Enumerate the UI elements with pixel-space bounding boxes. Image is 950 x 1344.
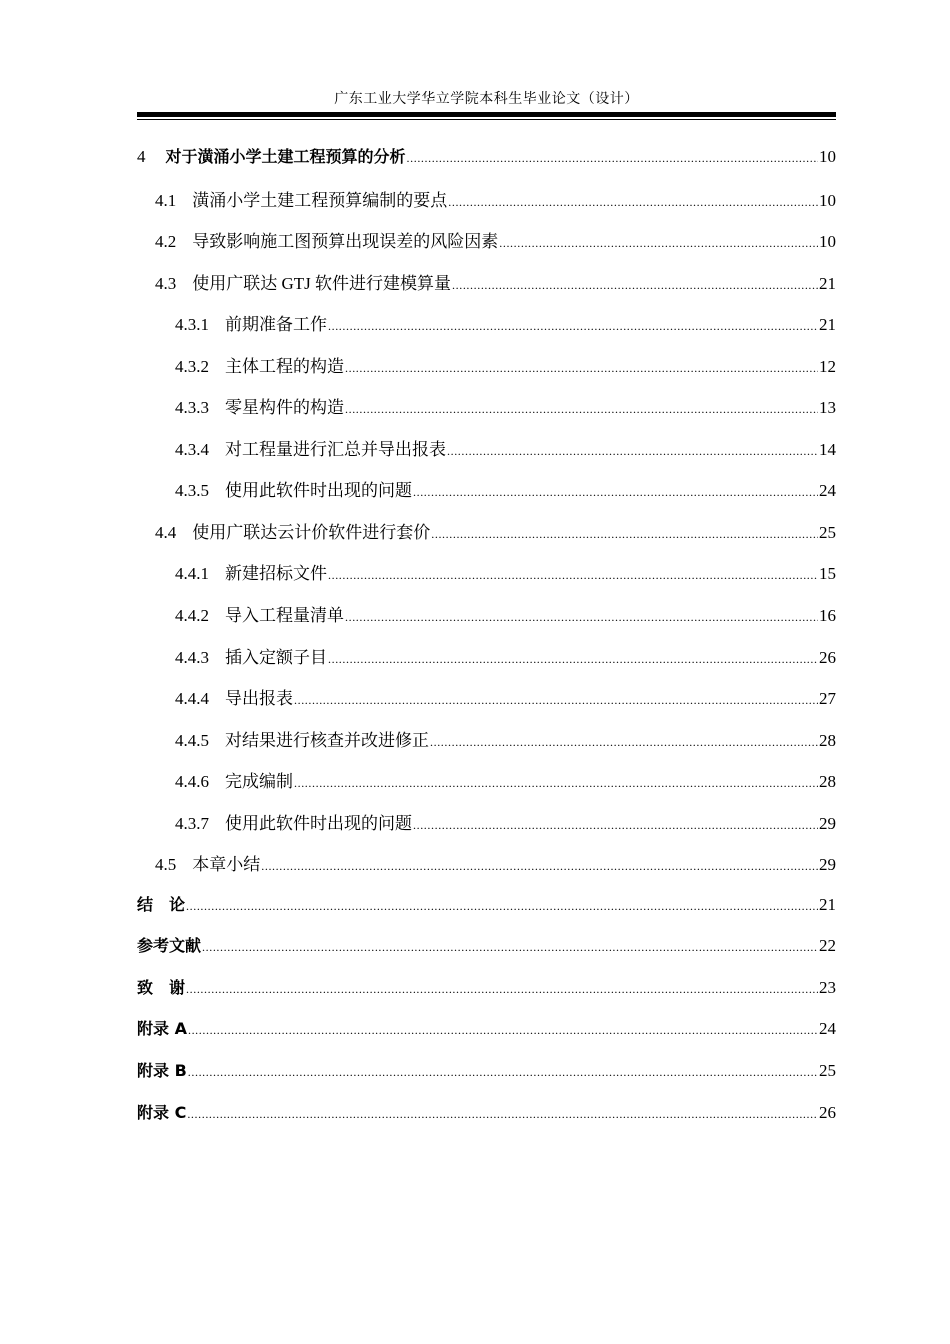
- toc-entry-title: 参考文献: [137, 936, 202, 956]
- toc-entry[interactable]: [137, 393, 836, 435]
- toc-entry-page: 21: [819, 273, 836, 293]
- running-header: 广东工业大学华立学院本科生毕业论文（设计）: [334, 92, 639, 107]
- toc-entry-number: 4.4.5: [175, 730, 209, 750]
- toc-entry[interactable]: [137, 476, 836, 518]
- dot-leader: [187, 1103, 818, 1123]
- toc-entry-title: 使用广联达云计价软件进行套价: [192, 522, 431, 542]
- toc-entry-number: 4.4.1: [175, 564, 209, 584]
- toc-entry-number: 4.4.3: [175, 647, 209, 667]
- toc-entry-page: 29: [819, 813, 836, 833]
- dot-leader: [294, 772, 818, 792]
- toc-entry-number: 4.5: [155, 855, 177, 875]
- toc-entry-number: 4.3: [155, 273, 177, 293]
- toc-entry-page: 25: [819, 522, 836, 542]
- toc-entry-page: 21: [819, 315, 836, 335]
- toc-entry[interactable]: [137, 310, 836, 352]
- toc-entry-title: 本章小结: [192, 855, 261, 875]
- toc-entry-page: 22: [819, 936, 836, 956]
- toc-entry-number: 4.2: [155, 232, 177, 252]
- toc-entry-page: 28: [819, 730, 836, 750]
- dot-leader: [413, 481, 818, 501]
- dot-leader: [448, 191, 818, 211]
- toc-entry-title: 附录 B: [137, 1061, 187, 1081]
- dot-leader: [294, 689, 818, 709]
- toc-entry-title: 使用此软件时出现的问题: [225, 813, 412, 833]
- toc-entry-number: 4.3.1: [175, 315, 209, 335]
- toc-entry-title: 插入定额子目: [225, 647, 327, 667]
- dot-leader: [328, 315, 818, 335]
- toc-entry-title: 结 论: [137, 894, 186, 914]
- toc-entry[interactable]: [137, 850, 836, 892]
- toc-entry[interactable]: [137, 559, 836, 601]
- toc-entry[interactable]: [137, 1100, 836, 1142]
- dot-leader: [188, 1019, 818, 1039]
- toc-entry[interactable]: [137, 767, 836, 809]
- toc-entry[interactable]: [137, 892, 836, 934]
- dot-leader: [186, 978, 818, 998]
- toc-entry-title: 对工程量进行汇总并导出报表: [225, 439, 446, 459]
- toc-entry[interactable]: [137, 726, 836, 768]
- toc-entry-number: 4.3.4: [175, 439, 209, 459]
- toc-entry-number: 4.4.6: [175, 772, 209, 792]
- dot-leader: [447, 440, 818, 460]
- toc-entry-number: 4.3.7: [175, 813, 209, 833]
- header-rule-thick: [137, 112, 836, 117]
- toc-entry-page: 12: [819, 356, 836, 376]
- toc-entry-number: 4: [137, 147, 146, 166]
- toc-entry[interactable]: [137, 269, 836, 311]
- toc-entry[interactable]: [137, 933, 836, 975]
- toc-entry-page: 10: [819, 232, 836, 252]
- toc-entry-title: 对于潢涌小学土建工程预算的分析: [165, 147, 406, 166]
- toc-entry-page: 21: [819, 894, 836, 914]
- toc-entry[interactable]: [137, 975, 836, 1017]
- toc-entry[interactable]: [137, 1016, 836, 1058]
- dot-leader: [261, 855, 818, 875]
- toc-entry-title: 附录 A: [137, 1019, 187, 1039]
- toc-entry-title: 导出报表: [225, 689, 293, 709]
- toc-entry[interactable]: [137, 518, 836, 560]
- toc-entry-title: 使用广联达 GTJ 软件进行建模算量: [192, 273, 452, 293]
- toc-entry-number: 4.4: [155, 522, 177, 542]
- toc-entry-page: 16: [819, 606, 836, 626]
- toc-entry-number: 4.3.5: [175, 481, 209, 501]
- dot-leader: [499, 232, 818, 252]
- toc-entry-title: 完成编制: [225, 772, 293, 792]
- toc-entry-number: 4.4.2: [175, 606, 209, 626]
- toc-entry-page: 27: [819, 689, 836, 709]
- toc-entry-page: 26: [819, 1102, 836, 1122]
- toc-entry-number: 4.4.4: [175, 689, 209, 709]
- dot-leader: [345, 398, 818, 418]
- toc-entry[interactable]: [137, 435, 836, 477]
- toc-entry-number: 4.3.2: [175, 356, 209, 376]
- toc-entry-page: 24: [819, 481, 836, 501]
- toc-entry[interactable]: [137, 684, 836, 726]
- toc-entry-title: 主体工程的构造: [225, 356, 344, 376]
- toc-entry-title: 附录 C: [137, 1102, 187, 1122]
- dot-leader: [431, 523, 818, 543]
- toc-entry[interactable]: [137, 186, 836, 228]
- dot-leader: [452, 274, 818, 294]
- toc-entry-page: 25: [819, 1061, 836, 1081]
- toc-entry[interactable]: [137, 601, 836, 643]
- toc-entry-title: 导入工程量清单: [225, 606, 344, 626]
- dot-leader: [202, 936, 818, 956]
- toc-entry-page: 13: [819, 398, 836, 418]
- dot-leader: [186, 895, 818, 915]
- toc-entry-page: 29: [819, 855, 836, 875]
- toc-entry[interactable]: [137, 144, 836, 186]
- toc-entry-title: 零星构件的构造: [225, 398, 344, 418]
- dot-leader: [430, 731, 818, 751]
- dot-leader: [407, 147, 818, 167]
- toc-entry[interactable]: [137, 352, 836, 394]
- toc-entry[interactable]: [137, 643, 836, 685]
- toc-entry-page: 10: [819, 190, 836, 210]
- toc-entry-number: 4.3.3: [175, 398, 209, 418]
- toc-entry-title: 使用此软件时出现的问题: [225, 481, 412, 501]
- toc-entry-title: 潢涌小学土建工程预算编制的要点: [192, 190, 448, 210]
- toc-entry-page: 28: [819, 772, 836, 792]
- dot-leader: [328, 648, 818, 668]
- toc-entry-title: 致 谢: [137, 977, 186, 997]
- toc-entry-title: 对结果进行核查并改进修正: [225, 730, 429, 750]
- toc-entry[interactable]: [137, 1058, 836, 1100]
- toc-entry-page: 15: [819, 564, 836, 584]
- toc-entry-title: 新建招标文件: [225, 564, 327, 584]
- dot-leader: [328, 564, 818, 584]
- toc-entry-page: 14: [819, 439, 836, 459]
- toc-entry[interactable]: [137, 809, 836, 851]
- toc-entry-title: 前期准备工作: [225, 315, 327, 335]
- toc-entry-page: 24: [819, 1019, 836, 1039]
- table-of-contents: [137, 144, 836, 1141]
- toc-entry-page: 26: [819, 647, 836, 667]
- dot-leader: [188, 1061, 818, 1081]
- toc-entry-page: 10: [819, 147, 836, 166]
- toc-entry-number: 4.1: [155, 190, 177, 210]
- header-rule-thin: [137, 119, 836, 120]
- dot-leader: [345, 606, 818, 626]
- toc-entry-title: 导致影响施工图预算出现误差的风险因素: [192, 232, 499, 252]
- toc-entry-page: 23: [819, 977, 836, 997]
- dot-leader: [345, 357, 818, 377]
- toc-entry[interactable]: [137, 227, 836, 269]
- dot-leader: [413, 814, 818, 834]
